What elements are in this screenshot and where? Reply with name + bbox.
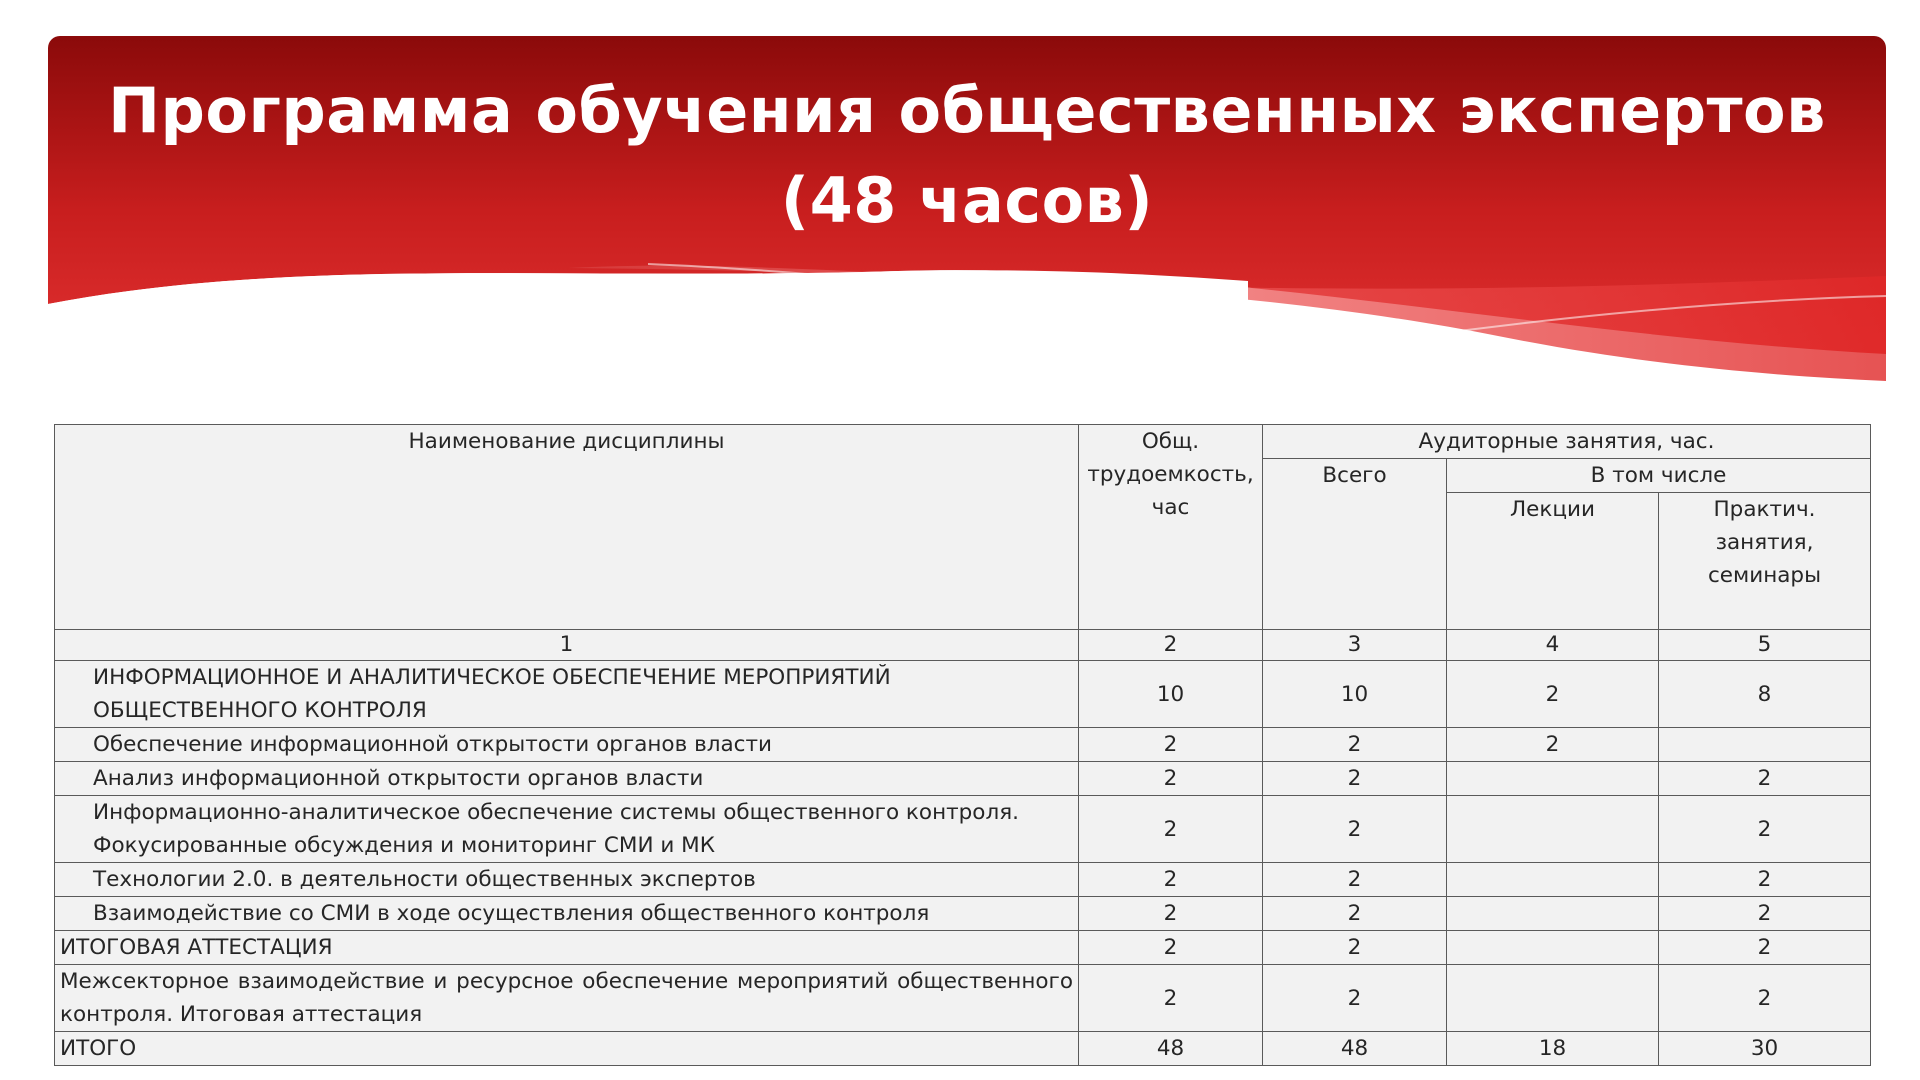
header-auditory: Аудиторные занятия, час. <box>1263 425 1871 459</box>
header-discipline-name: Наименование дисциплины <box>55 425 1079 630</box>
total-hours: 2 <box>1079 931 1263 965</box>
title-line-2: (48 часов) <box>780 164 1154 237</box>
practice-hours <box>1659 728 1871 762</box>
all-hours: 2 <box>1263 965 1447 1032</box>
column-number: 2 <box>1079 630 1263 661</box>
all-hours: 2 <box>1263 931 1447 965</box>
practice-hours: 2 <box>1659 762 1871 796</box>
table-row <box>55 796 1871 863</box>
discipline-name: Взаимодействие со СМИ в ходе осуществления общественного контроля <box>55 897 1079 931</box>
table-row <box>55 931 1871 965</box>
curriculum-table-wrapper <box>54 424 1870 1066</box>
header-total-hours: Общ. трудоемкость, час <box>1079 425 1263 630</box>
column-number: 1 <box>55 630 1079 661</box>
table-row <box>55 762 1871 796</box>
page-title <box>48 66 1886 246</box>
discipline-name: Обеспечение информационной открытости органов власти <box>55 728 1079 762</box>
total-hours: 2 <box>1079 897 1263 931</box>
lecture-hours <box>1447 863 1659 897</box>
all-hours: 2 <box>1263 728 1447 762</box>
discipline-name: Межсекторное взаимодействие и ресурсное обеспечение мероприятий общественного контроля. Итоговая аттестация <box>55 965 1079 1032</box>
total-hours: 10 <box>1079 661 1263 728</box>
table-row <box>55 863 1871 897</box>
total-hours: 2 <box>1079 728 1263 762</box>
header-including: В том числе <box>1447 459 1871 493</box>
column-number: 5 <box>1659 630 1871 661</box>
total-hours: 2 <box>1079 863 1263 897</box>
practice-hours: 2 <box>1659 863 1871 897</box>
lecture-hours <box>1447 965 1659 1032</box>
header-lectures: Лекции <box>1447 493 1659 630</box>
header-all: Всего <box>1263 459 1447 630</box>
table-row <box>55 661 1871 728</box>
lecture-hours <box>1447 931 1659 965</box>
column-number: 4 <box>1447 630 1659 661</box>
lecture-hours <box>1447 897 1659 931</box>
discipline-name: ИТОГО <box>55 1032 1079 1066</box>
all-hours: 2 <box>1263 796 1447 863</box>
practice-hours: 8 <box>1659 661 1871 728</box>
practice-hours: 2 <box>1659 897 1871 931</box>
table-row <box>55 728 1871 762</box>
lecture-hours: 2 <box>1447 728 1659 762</box>
table-row-total <box>55 1032 1871 1066</box>
curriculum-table <box>54 424 1871 1066</box>
total-hours: 2 <box>1079 762 1263 796</box>
discipline-name: Анализ информационной открытости органов власти <box>55 762 1079 796</box>
all-hours: 10 <box>1263 661 1447 728</box>
practice-hours: 2 <box>1659 796 1871 863</box>
practice-hours: 2 <box>1659 931 1871 965</box>
lecture-hours <box>1447 762 1659 796</box>
title-line-1: Программа обучения общественных экспертов <box>108 74 1826 147</box>
lecture-hours <box>1447 796 1659 863</box>
table-row <box>55 965 1871 1032</box>
all-hours: 48 <box>1263 1032 1447 1066</box>
all-hours: 2 <box>1263 863 1447 897</box>
lecture-hours: 2 <box>1447 661 1659 728</box>
discipline-name: Технологии 2.0. в деятельности общественных экспертов <box>55 863 1079 897</box>
practice-hours: 2 <box>1659 965 1871 1032</box>
total-hours: 2 <box>1079 965 1263 1032</box>
header-practice: Практич. занятия, семинары <box>1659 493 1871 630</box>
all-hours: 2 <box>1263 897 1447 931</box>
column-number-row <box>55 630 1871 661</box>
column-number: 3 <box>1263 630 1447 661</box>
total-hours: 2 <box>1079 796 1263 863</box>
discipline-name: Информационно-аналитическое обеспечение системы общественного контроля. Фокусированные обсуждения и мониторинг СМИ и МК <box>55 796 1079 863</box>
all-hours: 2 <box>1263 762 1447 796</box>
lecture-hours: 18 <box>1447 1032 1659 1066</box>
discipline-name: ИТОГОВАЯ АТТЕСТАЦИЯ <box>55 931 1079 965</box>
total-hours: 48 <box>1079 1032 1263 1066</box>
practice-hours: 30 <box>1659 1032 1871 1066</box>
discipline-name: ИНФОРМАЦИОННОЕ И АНАЛИТИЧЕСКОЕ ОБЕСПЕЧЕНИЕ МЕРОПРИЯТИЙ ОБЩЕСТВЕННОГО КОНТРОЛЯ <box>55 661 1079 728</box>
table-row <box>55 897 1871 931</box>
